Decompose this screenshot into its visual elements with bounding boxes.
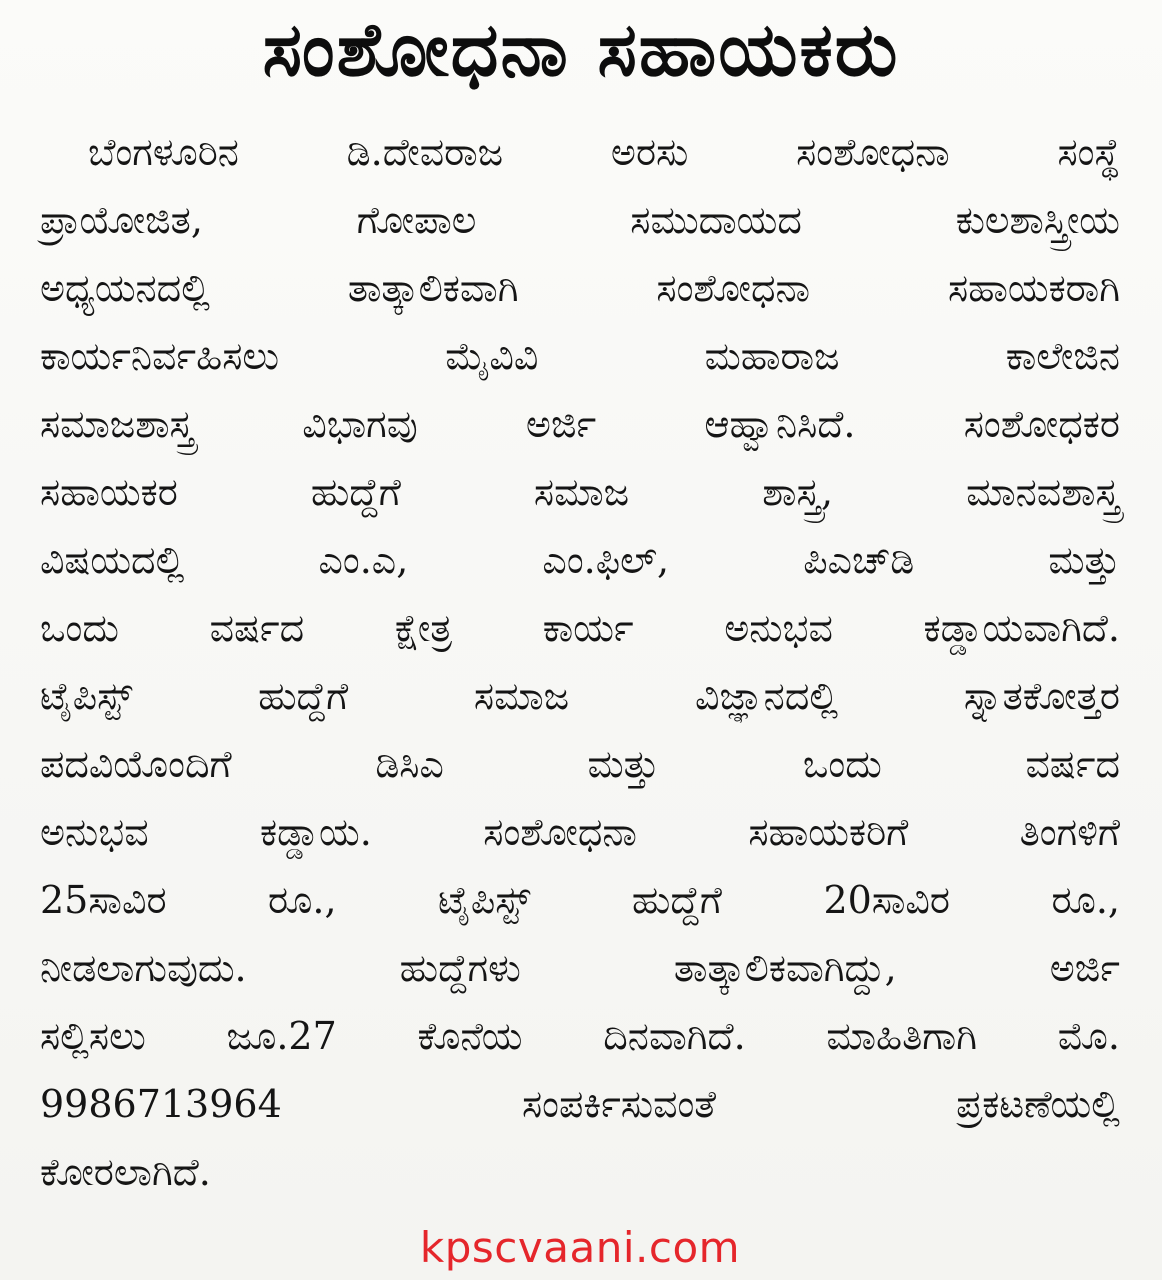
article-line: ವಿಷಯದಲ್ಲಿ ಎಂ.ಎ, ಎಂ.ಫಿಲ್, ಪಿಎಚ್‌ಡಿ ಮತ್ತು [40,538,1120,582]
article-line: ಅಧ್ಯಯನದಲ್ಲಿ ತಾತ್ಕಾಲಿಕವಾಗಿ ಸಂಶೋಧನಾ ಸಹಾಯಕರಾಗಿ [40,266,1120,310]
article-line: ಕಾರ್ಯನಿರ್ವಹಿಸಲು ಮೈವಿವಿ ಮಹಾರಾಜ ಕಾಲೇಜಿನ [40,334,1120,378]
article-line: ನೀಡಲಾಗುವುದು. ಹುದ್ದೆಗಳು ತಾತ್ಕಾಲಿಕವಾಗಿದ್ದು, ಅರ್ಜಿ [40,946,1120,990]
article-line: ಸಹಾಯಕರ ಹುದ್ದೆಗೆ ಸಮಾಜ ಶಾಸ್ತ್ರ, ಮಾನವಶಾಸ್ತ್ರ [40,470,1120,514]
article-line: 9986713964 ಸಂಪರ್ಕಿಸುವಂತೆ ಪ್ರಕಟಣೆಯಲ್ಲಿ [40,1082,1120,1126]
article-line: ಟೈಪಿಸ್ಟ್ ಹುದ್ದೆಗೆ ಸಮಾಜ ವಿಜ್ಞಾನದಲ್ಲಿ ಸ್ನಾತಕೋತ್ತರ [40,674,1120,718]
article-line: 25ಸಾವಿರ ರೂ., ಟೈಪಿಸ್ಟ್ ಹುದ್ದೆಗೆ 20ಸಾವಿರ ರೂ., [40,878,1120,922]
article-line: ಬೆಂಗಳೂರಿನ ಡಿ.ದೇವರಾಜ ಅರಸು ಸಂಶೋಧನಾ ಸಂಸ್ಥೆ [88,130,1120,174]
article-line: ಸಲ್ಲಿಸಲು ಜೂ.27 ಕೊನೆಯ ದಿನವಾಗಿದೆ. ಮಾಹಿತಿಗಾಗಿ ಮೊ. [40,1014,1120,1058]
article-body [40,118,1120,1218]
headline: ಸಂಶೋಧನಾ ಸಹಾಯಕರು [262,7,900,93]
article-line: ಒಂದು ವರ್ಷದ ಕ್ಷೇತ್ರ ಕಾರ್ಯ ಅನುಭವ ಕಡ್ಡಾಯವಾಗಿದೆ. [40,606,1120,650]
article-line: ಪದವಿಯೊಂದಿಗೆ ಡಿಸಿಎ ಮತ್ತು ಒಂದು ವರ್ಷದ [40,742,1120,786]
article-line: ಪ್ರಾಯೋಜಿತ, ಗೋಪಾಲ ಸಮುದಾಯದ ಕುಲಶಾಸ್ತ್ರೀಯ [40,198,1120,242]
article-line: ಸಮಾಜಶಾಸ್ತ್ರ ವಿಭಾಗವು ಅರ್ಜಿ ಆಹ್ವಾನಿಸಿದೆ. ಸಂಶೋಧಕರ [40,402,1120,446]
article-line: ಕೋರಲಾಗಿದೆ. [40,1150,211,1194]
watermark-text: kpscvaani.com [419,1223,741,1272]
article-line: ಅನುಭವ ಕಡ್ಡಾಯ. ಸಂಶೋಧನಾ ಸಹಾಯಕರಿಗೆ ತಿಂಗಳಿಗೆ [40,810,1120,854]
